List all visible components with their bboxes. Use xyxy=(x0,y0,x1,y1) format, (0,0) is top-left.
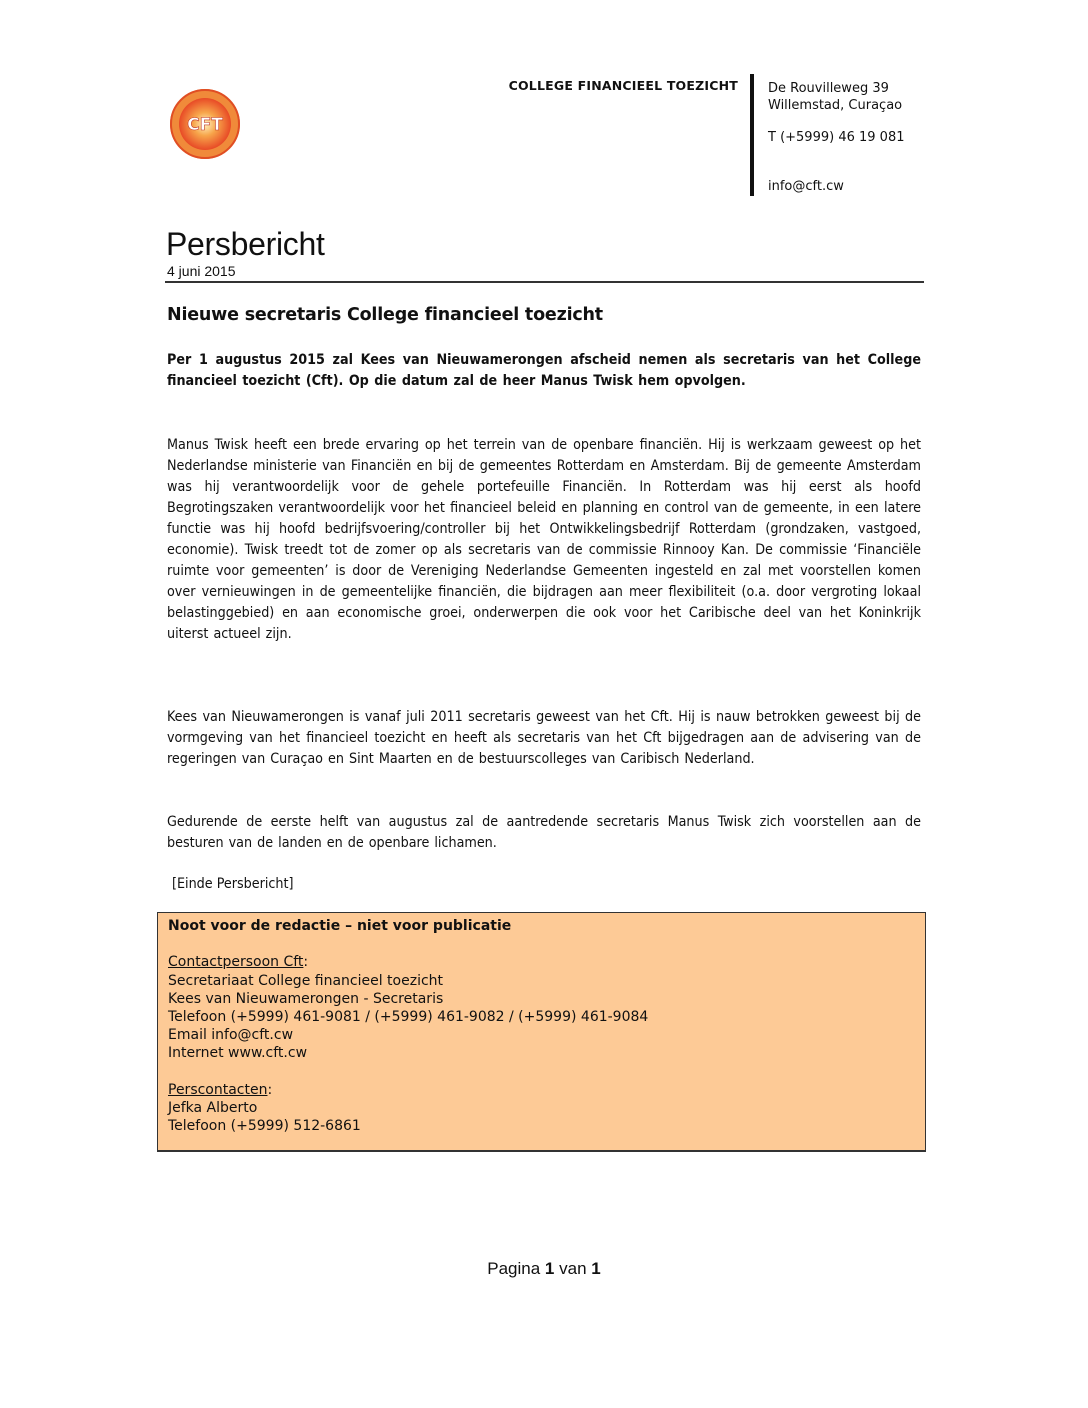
page-middle: van xyxy=(559,1259,587,1278)
article-heading: Nieuwe secretaris College financieel toezicht xyxy=(167,305,603,325)
organization-name: COLLEGE FINANCIEEL TOEZICHT xyxy=(508,78,738,93)
contact-label: Contactpersoon Cft xyxy=(168,954,304,971)
page-current: 1 xyxy=(544,1259,555,1278)
end-marker: [Einde Persbericht] xyxy=(172,876,294,892)
contact-line: Kees van Nieuwamerongen - Secretaris xyxy=(168,990,444,1007)
contact-line: Internet www.cft.cw xyxy=(168,1045,308,1062)
lead-paragraph: Per 1 augustus 2015 zal Kees van Nieuwamerongen afscheid nemen als secretaris van het College financieel toezicht (Cft). Op die datum zal de heer Manus Twisk hem opvolgen. xyxy=(167,352,921,389)
logo-text: CFT xyxy=(187,115,223,135)
header-phone: T (+5999) 46 19 081 xyxy=(768,130,905,145)
document-title: Persbericht xyxy=(166,226,325,262)
body-paragraph: Manus Twisk heeft een brede ervaring op het terrein van de openbare financiën. Hij is werkzaam geweest op het Nederlandse ministerie van Financiën en bij de gemeentes Rotterdam en Amsterdam. Bij de gemeente Amsterdam was hij verantwoordelijk voor de gehele portefeuille Financiën. In Rotterdam was hij eerst als hoofd Begrotingszaken verantwoordelijk voor het financieel beleid en planning en control van de gemeente, in een latere functie was hij hoofd bedrijfsvoering/controller bij het Ontwikkelingsbedrijf Rotterdam (grondzaken, vastgoed, economie). Twisk treedt tot de zomer op als secretaris van de commissie Rinnooy Kan. De commissie ‘Financiële ruimte voor gemeenten’ is door de Vereniging Nederlandse Gemeenten ingesteld en zal met voorstellen komen over vernieuwingen in de gemeentelijke financiën, die bijdragen aan meer flexibiliteit (o.a. door vergroting lokaal belastinggebied) en aan economische groei, onderwerpen die ook voor het Caribische deel van het Koninkrijk uiterst actueel zijn. xyxy=(167,437,921,642)
press-line: Jefka Alberto xyxy=(168,1100,258,1117)
note-title: Noot voor de redactie – niet voor publicatie xyxy=(168,918,512,934)
contact-line: Email info@cft.cw xyxy=(168,1027,294,1044)
contact-line: Telefoon (+5999) 461-9081 / (+5999) 461-9082 / (+5999) 461-9084 xyxy=(168,1009,649,1026)
title-divider xyxy=(165,281,924,283)
document-date: 4 juni 2015 xyxy=(167,263,236,279)
contact-heading: Contactpersoon Cft: xyxy=(168,954,309,971)
page-prefix: Pagina xyxy=(487,1259,541,1278)
contact-line: Secretariaat College financieel toezicht xyxy=(168,972,444,989)
address-line-2: Willemstad, Curaçao xyxy=(768,98,903,113)
body-paragraph: Kees van Nieuwamerongen is vanaf juli 2011 secretaris geweest van het Cft. Hij is nauw betrokken geweest bij de vormgeving van het financieel toezicht en heeft als secretaris van het Cft bijgedragen aan de advisering van de regeringen van Curaçao en Sint Maarten en de bestuurscolleges van Caribisch Nederland. xyxy=(167,709,921,767)
header-divider xyxy=(750,74,754,196)
page-total: 1 xyxy=(591,1259,601,1278)
press-line: Telefoon (+5999) 512-6861 xyxy=(168,1118,361,1135)
cft-logo xyxy=(169,88,241,160)
header-email[interactable]: info@cft.cw xyxy=(768,179,844,194)
press-label: Perscontacten xyxy=(168,1081,268,1098)
editor-note-box xyxy=(157,912,926,1152)
page-footer xyxy=(0,1259,1088,1279)
address-line-1: De Rouvilleweg 39 xyxy=(768,81,889,96)
body-paragraph: Gedurende de eerste helft van augustus zal de aantredende secretaris Manus Twisk zich voorstellen aan de besturen van de landen en de openbare lichamen. xyxy=(167,814,921,851)
press-heading: Perscontacten: xyxy=(168,1081,273,1098)
